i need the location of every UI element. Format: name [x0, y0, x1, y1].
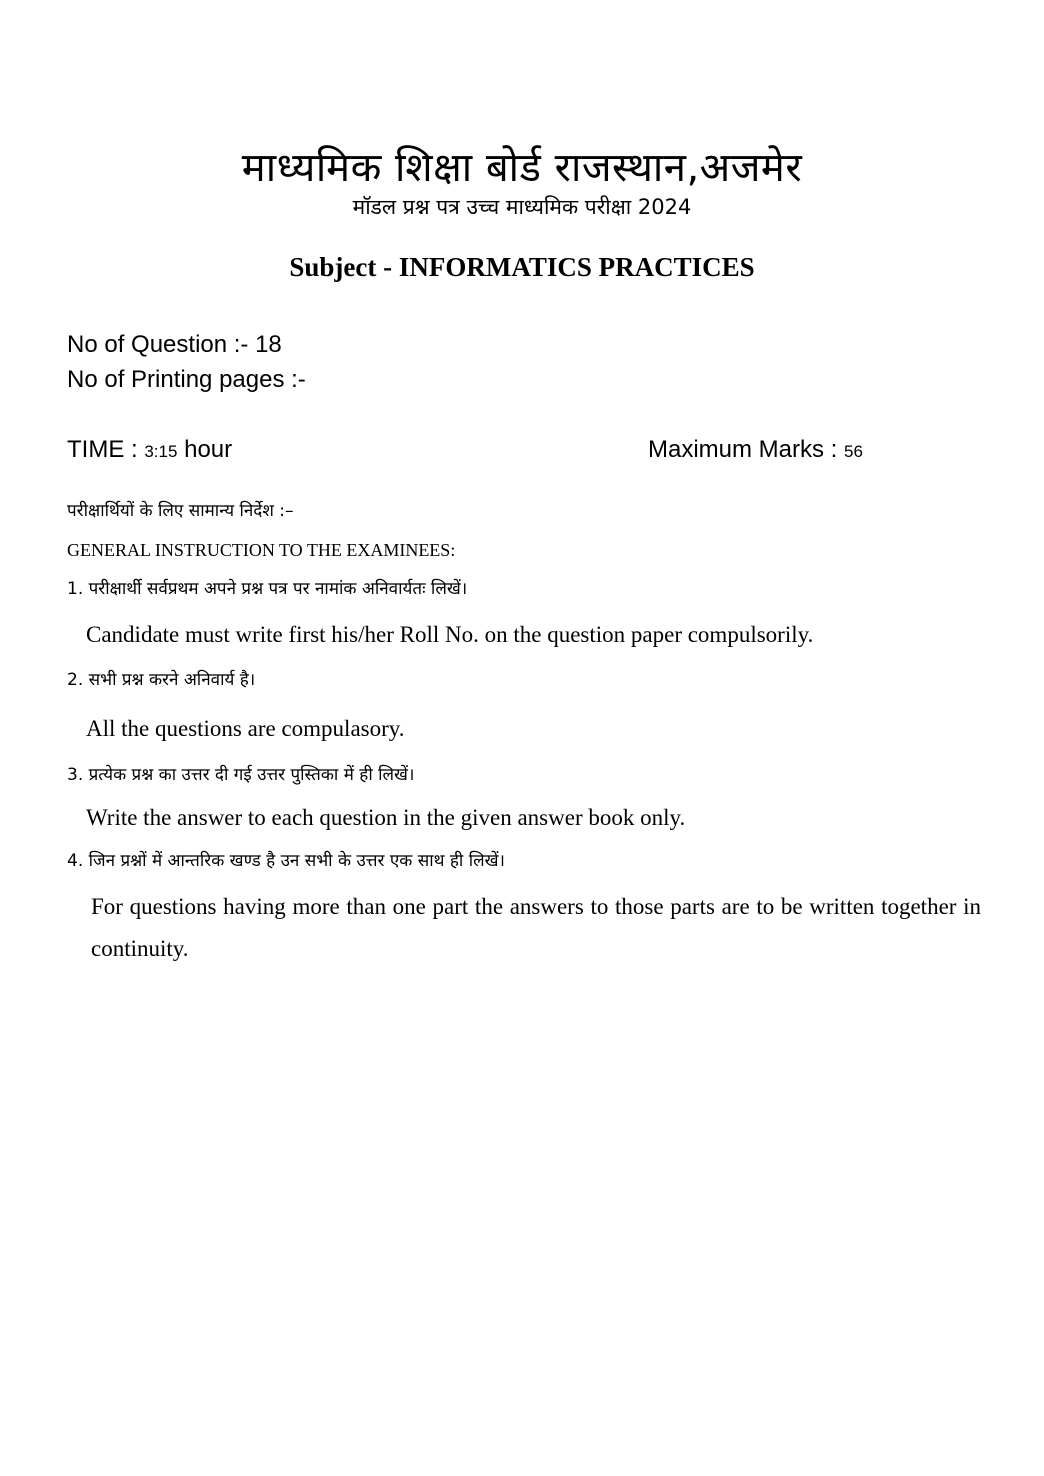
marks-value: 56	[844, 442, 863, 461]
time-label: TIME :	[67, 436, 145, 463]
instruction-4-english: For questions having more than one part the answers to those parts are to be written together in continuity.	[91, 894, 981, 961]
paper-subtitle: मॉडल प्रश्न पत्र उच्च माध्यमिक परीक्षा 2024	[352, 195, 692, 219]
question-count: No of Question :- 18	[67, 331, 282, 358]
instructions-heading: GENERAL INSTRUCTION TO THE EXAMINEES:	[67, 540, 456, 560]
time-line	[67, 436, 232, 464]
maximum-marks	[648, 436, 863, 464]
instruction-2-english: All the questions are compulasory.	[86, 716, 405, 741]
instruction-3-hindi: 3. प्रत्येक प्रश्न का उत्तर दी गई उत्तर पुस्तिका में ही लिखें।	[67, 765, 415, 785]
instruction-1-english: Candidate must write first his/her Roll No. on the question paper compulsorily.	[86, 622, 814, 647]
instruction-3-english: Write the answer to each question in the given answer book only.	[86, 805, 686, 830]
instructions-hindi-heading: परीक्षार्थियों के लिए सामान्य निर्देश :–	[67, 501, 294, 521]
marks-label: Maximum Marks :	[648, 436, 845, 463]
instruction-4-hindi: 4. जिन प्रश्नों में आन्तरिक खण्ड है उन सभी के उत्तर एक साथ ही लिखें।	[67, 851, 505, 871]
board-title: माध्यमिक शिक्षा बोर्ड राजस्थान,अजमेर	[241, 145, 803, 191]
printing-pages: No of Printing pages :-	[67, 366, 306, 393]
instruction-2-hindi: 2. सभी प्रश्न करने अनिवार्य है।	[67, 670, 256, 690]
instruction-1-hindi: 1. परीक्षार्थी सर्वप्रथम अपने प्रश्न पत्र पर नामांक अनिवार्यतः लिखें।	[67, 579, 468, 599]
time-unit: hour	[177, 436, 233, 463]
subject-title: Subject - INFORMATICS PRACTICES	[289, 252, 755, 282]
time-value: 3:15	[144, 442, 178, 461]
